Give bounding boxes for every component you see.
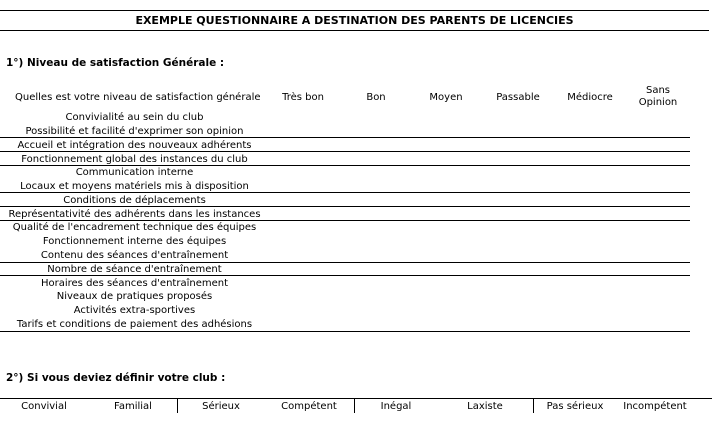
column-moyen: Moyen — [429, 92, 463, 103]
row-label: Tarifs et conditions de paiement des adhésions — [16, 319, 253, 330]
row-label: Contenu des séances d'entraînement — [40, 250, 229, 261]
section-heading-define-club: 2°) Si vous deviez définir votre club : — [6, 372, 226, 384]
option-competent[interactable]: Compétent — [281, 401, 337, 412]
row-label: Fonctionnement interne des équipes — [42, 236, 227, 247]
row-divider — [0, 220, 690, 221]
option-inegal[interactable]: Inégal — [380, 401, 412, 412]
row-label: Conditions de déplacements — [63, 195, 206, 206]
row-divider — [0, 137, 690, 138]
option-pas-serieux[interactable]: Pas sérieux — [546, 401, 604, 412]
row-label: Qualité de l'encadrement technique des équipes — [12, 222, 257, 233]
row-label: Possibilité et facilité d'exprimer son opinion — [25, 126, 244, 137]
row-divider — [0, 151, 690, 152]
row-label: Niveaux de pratiques proposés — [56, 291, 213, 302]
row-label: Nombre de séance d'entraînement — [47, 264, 222, 275]
club-definition-row — [0, 398, 712, 413]
row-label: Accueil et intégration des nouveaux adhérents — [17, 140, 252, 151]
option-convivial[interactable]: Convivial — [21, 401, 67, 412]
row-label: Fonctionnement global des instances du club — [21, 154, 248, 165]
column-passable: Passable — [496, 92, 540, 103]
row-divider — [0, 206, 690, 207]
column-bon: Bon — [366, 92, 386, 103]
option-incompetent[interactable]: Incompétent — [623, 401, 687, 412]
page-title: EXEMPLE QUESTIONNAIRE A DESTINATION DES PARENTS DE LICENCIES — [0, 10, 709, 31]
column-mediocre: Médiocre — [567, 92, 613, 103]
column-sans-opinion: Sans Opinion — [638, 85, 678, 108]
section-heading-satisfaction: 1°) Niveau de satisfaction Générale : — [6, 57, 225, 69]
question-label: Quelles est votre niveau de satisfaction générale — [15, 92, 261, 103]
row-label: Convivialité au sein du club — [65, 112, 204, 123]
row-label: Communication interne — [75, 167, 194, 178]
column-tres-bon: Très bon — [282, 92, 324, 103]
row-divider — [0, 331, 690, 332]
row-divider — [0, 262, 690, 263]
row-divider — [0, 192, 690, 193]
row-divider — [0, 275, 690, 276]
row-label: Activités extra-sportives — [73, 305, 196, 316]
row-label: Locaux et moyens matériels mis à disposition — [20, 181, 249, 192]
option-familial[interactable]: Familial — [114, 401, 152, 412]
option-serieux[interactable]: Sérieux — [202, 401, 240, 412]
row-label: Horaires des séances d'entraînement — [40, 278, 228, 289]
row-divider — [0, 165, 690, 166]
option-laxiste[interactable]: Laxiste — [467, 401, 503, 412]
row-label: Représentativité des adhérents dans les instances — [8, 209, 261, 220]
